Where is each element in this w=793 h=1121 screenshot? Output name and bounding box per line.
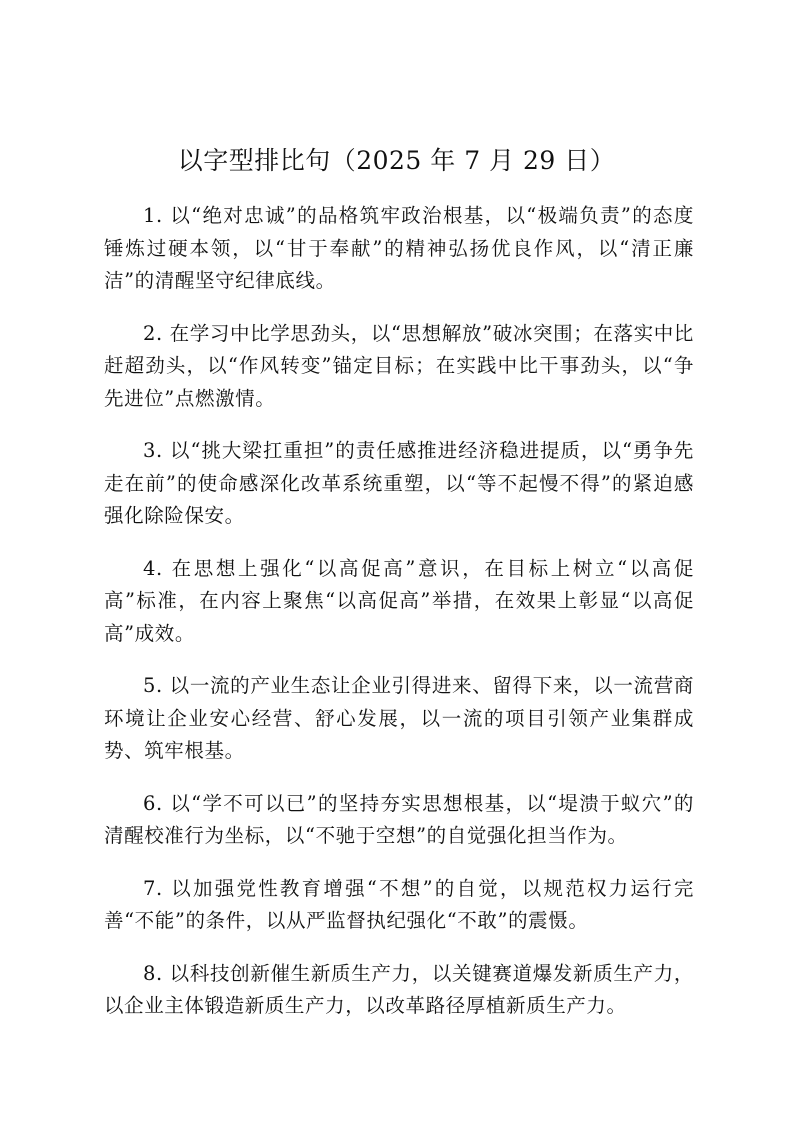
paragraph-2: 2. 在学习中比学思劲头，以“思想解放”破冰突围；在落实中比赶超劲头，以“作风转变”锚定目标；在实践中比干事劲头，以“争先进位”点燃激情。 bbox=[104, 321, 694, 410]
document-title: 以字型排比句（2025 年 7 月 29 日） bbox=[177, 146, 616, 175]
paragraph-7: 7. 以加强党性教育增强“不想”的自觉，以规范权力运行完善“不能”的条件，以从严监督执纪强化“不敢”的震慑。 bbox=[104, 876, 694, 932]
paragraph-1: 1. 以“绝对忠诚”的品格筑牢政治根基，以“极端负责”的态度锤炼过硬本领，以“甘于奉献”的精神弘扬优良作风，以“清正廉洁”的清醒坚守纪律底线。 bbox=[104, 204, 694, 292]
document-body bbox=[104, 200, 694, 1043]
paragraph-8: 8. 以科技创新催生新质生产力，以关键赛道爆发新质生产力，以企业主体锻造新质生产力，以改革路径厚植新质生产力。 bbox=[104, 961, 694, 1017]
paragraph-3: 3. 以“挑大梁扛重担”的责任感推进经济稳进提质，以“勇争先走在前”的使命感深化改革系统重塑，以“等不起慢不得”的紧迫感强化除险保安。 bbox=[104, 439, 694, 527]
paragraph-5: 5. 以一流的产业生态让企业引得进来、留得下来，以一流营商环境让企业安心经营、舒心发展，以一流的项目引领产业集群成势、筑牢根基。 bbox=[104, 674, 694, 762]
paragraph-4: 4. 在思想上强化“以高促高”意识，在目标上树立“以高促高”标准，在内容上聚焦“以高促高”举措，在效果上彰显“以高促高”成效。 bbox=[104, 556, 694, 645]
paragraph-6: 6. 以“学不可以已”的坚持夯实思想根基，以“堤溃于蚁穴”的清醒校准行为坐标，以“不驰于空想”的自觉强化担当作为。 bbox=[104, 791, 694, 847]
